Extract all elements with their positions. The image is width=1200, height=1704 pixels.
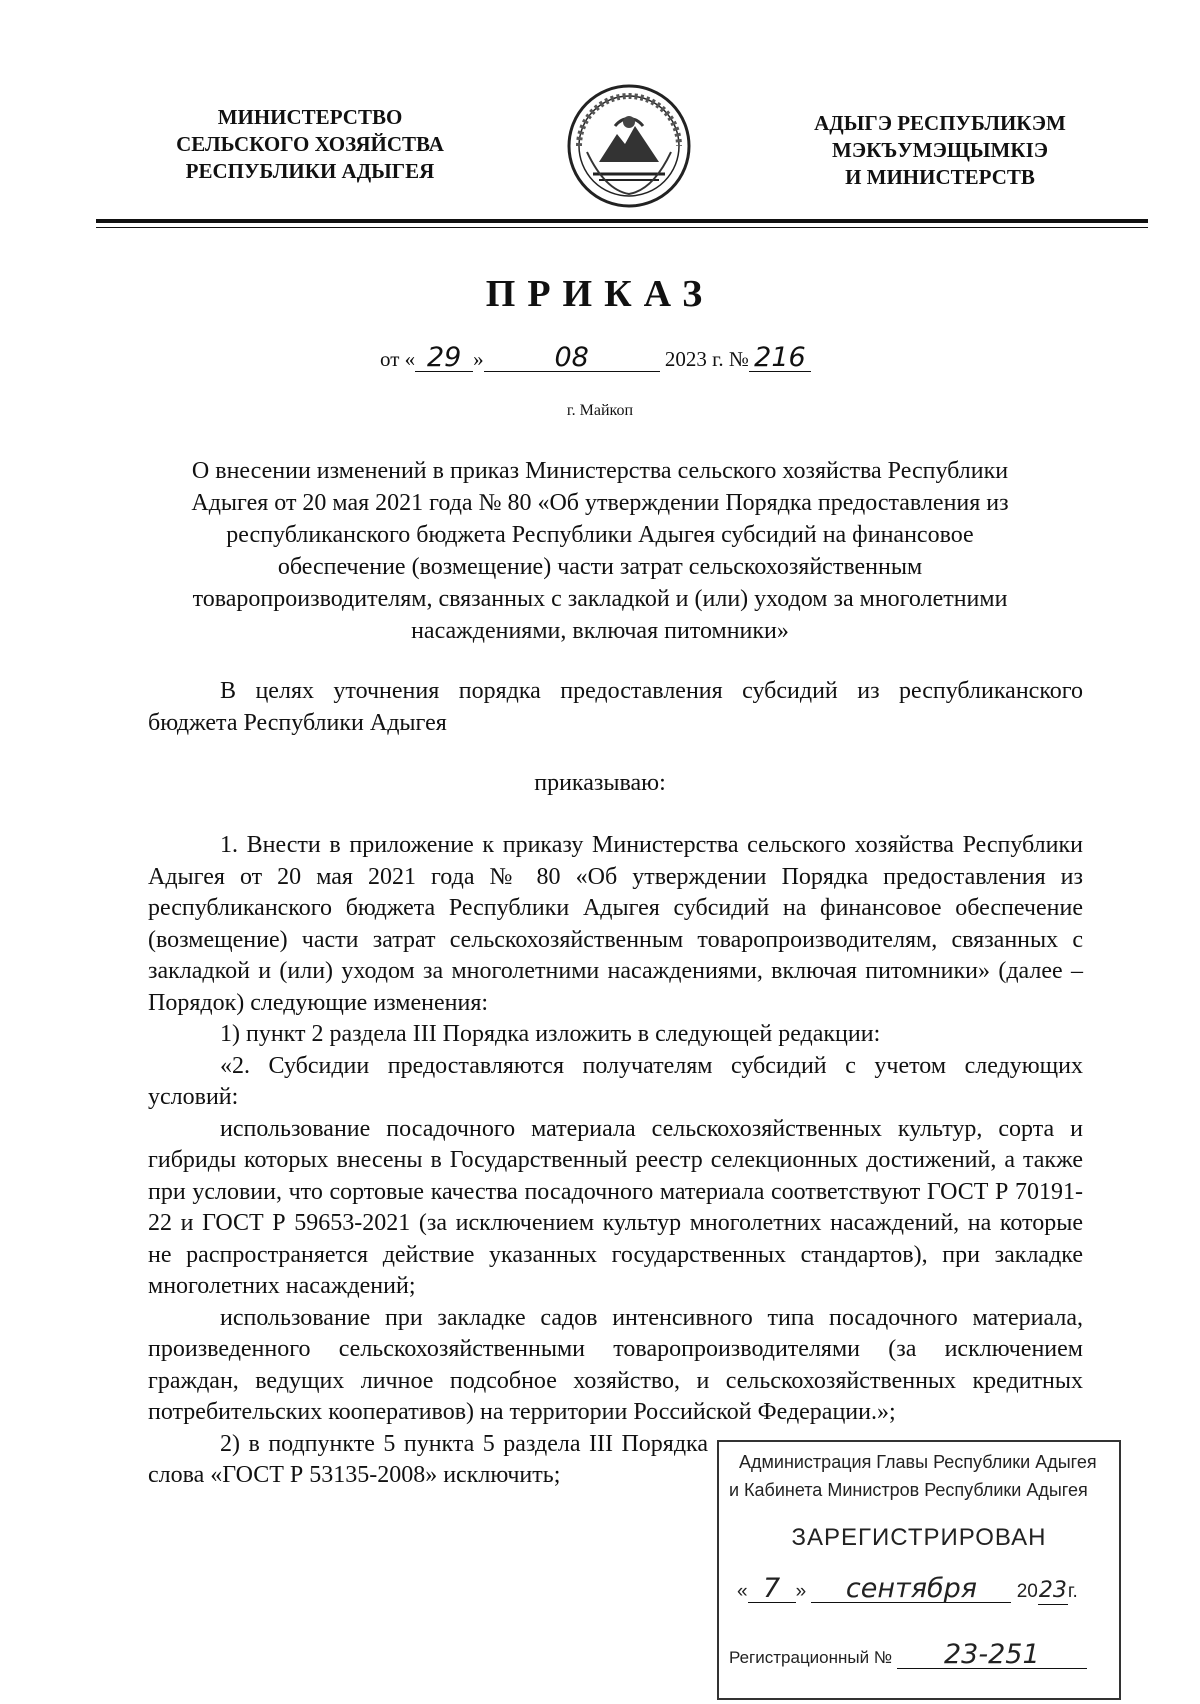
ministry-name-russian (140, 104, 480, 185)
order-paragraph: 1) пункт 2 раздела III Порядка изложить в следующей редакции: (220, 1021, 881, 1047)
stamp-registration (729, 1639, 1087, 1670)
stamp-status: ЗАРЕГИСТРИРОВАН (791, 1524, 1047, 1551)
order-paragraph: 2) в подпункте 5 пункта 5 раздела III Порядка слова «ГОСТ Р 53135-2008» исключить; (148, 1430, 708, 1488)
coat-of-arms-icon (565, 82, 693, 210)
order-items (148, 830, 1083, 1492)
stamp-date: « 7 » сентября 2023г. (737, 1573, 1078, 1604)
ministry-name-line: СЕЛЬСКОГО ХОЗЯЙСТВА (176, 132, 444, 156)
document-title: ПРИКАЗ (485, 273, 715, 315)
stamp-date-year-prefix: 20 (1016, 1581, 1038, 1602)
ministry-name-line: МИНИСТЕРСТВО (217, 105, 403, 129)
stamp-date-month: сентября (811, 1576, 1011, 1603)
date-prefix: от « (380, 347, 416, 371)
registration-stamp (717, 1440, 1121, 1700)
stamp-organization-line: Администрация Главы Республики Адыгея (739, 1452, 1097, 1472)
ministry-name-line: АДЫГЭ РЕСПУБЛИКЭМ (814, 111, 1066, 135)
ministry-name-line: И МИНИСТЕРСТВ (845, 165, 1035, 189)
order-paragraph: использование при закладке садов интенсивного типа посадочного материала, произведенного сельскохозяйственными товаропроизводителями (за исключением граждан, ведущих личное подсобное хозяйство, и сельскохозяйственных кредитных потребительских кооперативов) на территории Российской Федерации.»; (148, 1304, 1083, 1425)
order-paragraph: использование посадочного материала сельскохозяйственных культур, сорта и гибриды которых внесены в Государственный реестр селекционных достижений, а также при условии, что сортовые качества посадочного материала соответствуют ГОСТ Р 70191-22 и ГОСТ Р 59653-2021 (за исключением культур многолетних насаждений, на которые не распространяется действие указанных государственных стандартов), при закладке многолетних насаждений; (148, 1115, 1083, 1299)
stamp-date-day: 7 (748, 1576, 796, 1603)
order-word: приказываю: (534, 770, 666, 796)
ministry-name-adyghe (770, 110, 1110, 191)
city: г. Майкоп (566, 402, 634, 419)
document-subject: О внесении изменений в приказ Министерства сельского хозяйства Республики Адыгея от 20 мая 2021 года № 80 «Об утверждении Порядка предоставления из республиканского бюджета Республики Адыгея субсидий на финансовое обеспечение (возмещение) части затрат сельскохозяйственным товаропроизводителям, связанных с закладкой и (или) уходом за многолетними насаждениями, включая питомники» (191, 458, 1009, 644)
date-year: 2023 г. (664, 347, 724, 371)
stamp-reg-label: Регистрационный № (729, 1648, 893, 1667)
stamp-organization-line: и Кабинета Министров Республики Адыгея (729, 1480, 1088, 1500)
stamp-date-year: 23 (1038, 1578, 1067, 1603)
stamp-date-year-unit: г. (1067, 1581, 1078, 1602)
date-number-line (380, 342, 811, 373)
date-close-quote: » (473, 347, 484, 371)
ministry-name-line: МЭКЪУМЭЩЫМКIЭ (832, 138, 1048, 162)
order-paragraph: «2. Субсидии предоставляются получателям субсидий с учетом следующих условий: (148, 1052, 1083, 1110)
preamble: В целях уточнения порядка предоставления субсидий из республиканского бюджета Республики Адыгея (148, 678, 1083, 736)
header-divider-thin (96, 227, 1148, 228)
stamp-reg-number: 23-251 (897, 1642, 1087, 1669)
order-paragraph: 1. Внести в приложение к приказу Министерства сельского хозяйства Республики Адыгея от 20 мая 2021 года № 80 «Об утверждении Порядка предоставления из республиканского бюджета Республики Адыгея субсидий на финансовое обеспечение (возмещение) части затрат сельскохозяйственным товаропроизводителям, связанных с закладкой и (или) уходом за многолетними насаждениями, включая питомники» (далее – Порядок) следующие изменения: (148, 832, 1083, 1016)
number-prefix: № (728, 347, 749, 371)
date-day: 29 (415, 345, 473, 372)
ministry-name-line: РЕСПУБЛИКИ АДЫГЕЯ (185, 159, 435, 183)
document-number: 216 (749, 345, 811, 372)
header-divider (96, 219, 1148, 223)
date-month: 08 (484, 345, 660, 372)
